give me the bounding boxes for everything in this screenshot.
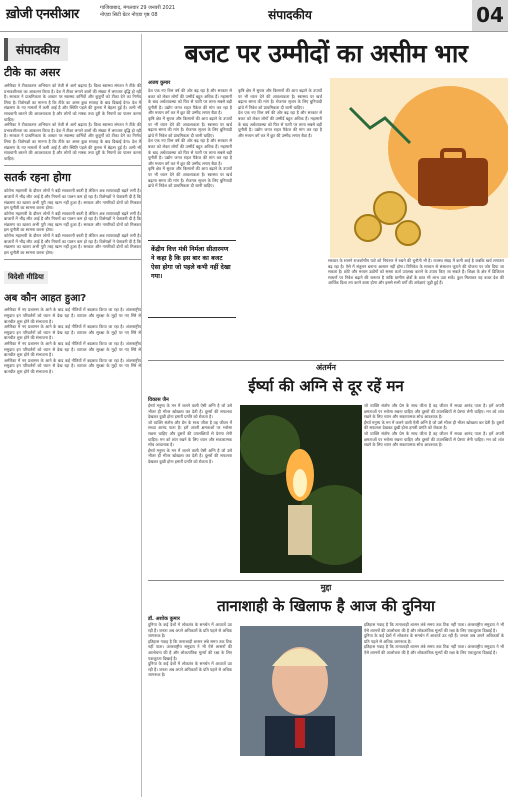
section-band-mudda: मुद्दा <box>148 580 504 594</box>
article2-text: कोरोना महामारी के दौरान लोगों ने बड़ी सावधानी बरती है लेकिन अब लापरवाही बढ़ने लगी है। बाजारों में भीड़ लौट आई है और नियमों का पालन कम हो रहा है। विशेषज्ञों ने चेतावनी दी है कि संक्रमण का खतरा अभी पूरी तरह खत्म नहीं हुआ है। सरकार और नागरिकों दोनों को मिलकर इस चुनौती का सामना करना होगा। <box>4 188 141 211</box>
article3-text-cont2: अमेरिका में नए प्रशासन के आने के बाद कई नीतियों में बदलाव किया जा रहा है। अंतरराष्ट्रीय समुदाय इन परिवर्तनों को ध्यान से देख रहा है। व्यापार और सुरक्षा के मुद्दों पर नए सिरे से बातचीत शुरू होने की संभावना है। <box>4 341 141 358</box>
article3-text-cont3: अमेरिका में नए प्रशासन के आने के बाद कई नीतियों में बदलाव किया जा रहा है। अंतरराष्ट्रीय समुदाय इन परिवर्तनों को ध्यान से देख रहा है। व्यापार और सुरक्षा के मुद्दों पर नए सिरे से बातचीत शुरू होने की संभावना है। <box>4 357 141 374</box>
article3-col-1: दुनिया के कई देशों में लोकतंत्र के समर्थन में आवाजें उठ रही हैं। जनता अब अपने अधिकारों के प्रति पहले से अधिक जागरूक है। इतिहास गवाह है कि तानाशाही शासन लंबे समय तक टिक नहीं पाता। अंतरराष्ट्रीय समुदाय ने भी ऐसे शासनों की आलोचना की है और लोकतांत्रिक मूल्यों की रक्षा के लिए एकजुटता दिखाई है। दुनिया के कई देशों में लोकतंत्र के समर्थन में आवाजें उठ रही हैं। जनता अब अपने अधिकारों के प्रति पहले से अधिक जागरूक है। <box>148 622 232 678</box>
left-column <box>4 34 142 797</box>
article2-byline: विकास जैन <box>148 397 169 403</box>
article3-text-cont: अमेरिका में नए प्रशासन के आने के बाद कई नीतियों में बदलाव किया जा रहा है। अंतरराष्ट्रीय समुदाय इन परिवर्तनों को ध्यान से देख रहा है। व्यापार और सुरक्षा के मुद्दों पर नए सिरे से बातचीत शुरू होने की संभावना है। <box>4 324 141 341</box>
divider <box>4 259 141 260</box>
main-byline: अजय कुमार <box>148 80 171 86</box>
article3-headline: तानाशाही के खिलाफ है आज की दुनिया <box>217 597 435 615</box>
main-col-3: सरकार के सामने राजकोषीय घाटे को नियंत्रण में रखने की चुनौती भी है। राजस्व संग्रह में कमी आई है जबकि खर्च लगातार बढ़ रहा है। ऐसे में संतुलन बनाना आसान नहीं होगा। विनिवेश के माध्यम से संसाधन जुटाने की योजना पर जोर दिया जा सकता है। छोटे और मध्यम उद्योगों को सस्ता कर्ज उपलब्ध कराने के उपाय किए जा सकते हैं। शिक्षा के क्षेत्र में डिजिटल साधनों पर निवेश बढ़ाने की जरूरत है ताकि ग्रामीण क्षेत्रों के छात्र भी लाभ उठा सकें। कुल मिलाकर यह बजट देश की आर्थिक दिशा तय करने वाला होगा और इससे सभी वर्गों की अपेक्षाएं जुड़ी हुई हैं। <box>328 258 504 286</box>
pull-quote: केंद्रीय वित्त मंत्री निर्मला सीतारमण ने कहा है कि इस बार का बजट ऐसा होगा जो पहले कभी नहीं देखा गया। <box>148 240 236 318</box>
article3-byline: डॉ. अशोक कुमार <box>148 616 180 622</box>
candle-photo <box>240 405 362 573</box>
article3-col-3: इतिहास गवाह है कि तानाशाही शासन लंबे समय तक टिक नहीं पाता। अंतरराष्ट्रीय समुदाय ने भी ऐसे शासनों की आलोचना की है और लोकतांत्रिक मूल्यों की रक्षा के लिए एकजुटता दिखाई है। दुनिया के कई देशों में लोकतंत्र के समर्थन में आवाजें उठ रही हैं। जनता अब अपने अधिकारों के प्रति पहले से अधिक जागरूक है। इतिहास गवाह है कि तानाशाही शासन लंबे समय तक टिक नहीं पाता। अंतरराष्ट्रीय समुदाय ने भी ऐसे शासनों की आलोचना की है और लोकतांत्रिक मूल्यों की रक्षा के लिए एकजुटता दिखाई है। <box>364 622 504 655</box>
newspaper-logo: ख़ोजी एनसीआर <box>6 7 79 22</box>
article2-text-cont2: कोरोना महामारी के दौरान लोगों ने बड़ी सावधानी बरती है लेकिन अब लापरवाही बढ़ने लगी है। बाजारों में भीड़ लौट आई है और नियमों का पालन कम हो रहा है। विशेषज्ञों ने चेतावनी दी है कि संक्रमण का खतरा अभी पूरी तरह खत्म नहीं हुआ है। सरकार और नागरिकों दोनों को मिलकर इस चुनौती का सामना करना होगा। <box>4 233 141 255</box>
masthead <box>0 0 508 32</box>
article3-title: अब कौन आहत हुआ? <box>4 293 87 305</box>
foreign-media-label: विदेशी मीडिया <box>4 271 48 284</box>
main-headline: बजट पर उम्मीदों का असीम भार <box>184 39 468 68</box>
section-title: संपादकीय <box>268 8 312 22</box>
budget-illustration <box>330 78 508 258</box>
article3-text: अमेरिका में नए प्रशासन के आने के बाद कई नीतियों में बदलाव किया जा रहा है। अंतरराष्ट्रीय समुदाय इन परिवर्तनों को ध्यान से देख रहा है। व्यापार और सुरक्षा के मुद्दों पर नए सिरे से बातचीत शुरू होने की संभावना है। <box>4 307 141 324</box>
article2-headline: ईर्ष्या की अग्नि से दूर रहें मन <box>248 377 404 395</box>
dateline: गाजियाबाद, मंगलवार 29 जनवरी 2021 नोएडा सिटी ग्रेटर नोएडा पृष्ठ 08 <box>100 5 176 18</box>
leader-photo <box>240 626 362 756</box>
main-col-2: कृषि क्षेत्र में सुधार और किसानों की आय बढ़ाने के उपायों पर भी ध्यान देने की आवश्यकता है। स्वास्थ्य पर खर्च बढ़ाना समय की मांग है। रोजगार सृजन के लिए बुनियादी ढांचे में निवेश को प्राथमिकता दी जानी चाहिए। देश एक नए वित्त वर्ष की ओर बढ़ रहा है और सरकार से बजट को लेकर लोगों की उम्मीदें बहुत अधिक हैं। महामारी के बाद अर्थव्यवस्था को फिर से पटरी पर लाना सबसे बड़ी चुनौती है। उद्योग जगत राहत पैकेज की मांग कर रहा है और मध्यम वर्ग कर में छूट की उम्मीद लगाए बैठा है। <box>238 88 322 138</box>
divider <box>4 165 141 166</box>
article2-title: सतर्क रहना होगा <box>4 171 71 185</box>
article1-text-cont: अमेरिका ने टीकाकरण अभियान को तेजी से आगे बढ़ाया है। विश्व स्वास्थ्य संगठन ने टीके की प्रभावशीलता का आकलन किया है। देश में टीका लगाने वालों की संख्या में लगातार वृद्धि हो रही है। सरकार ने प्राथमिकता के आधार पर स्वास्थ्य कर्मियों और बुजुर्गों को टीका देने का निर्णय लिया है। विशेषज्ञों का मानना है कि टीके का असर कुछ सप्ताह के बाद दिखाई देगा। देश में संक्रमण के नए मामलों में कमी आई है और स्थिति पहले की तुलना में बेहतर हुई है। अभी भी सावधानी बरतने की आवश्यकता है और लोगों को मास्क तथा दूरी के नियमों का पालन करना चाहिए। <box>4 122 141 161</box>
page-number: 04 <box>472 0 508 31</box>
article1-text: अमेरिका ने टीकाकरण अभियान को तेजी से आगे बढ़ाया है। विश्व स्वास्थ्य संगठन ने टीके की प्रभावशीलता का आकलन किया है। देश में टीका लगाने वालों की संख्या में लगातार वृद्धि हो रही है। सरकार ने प्राथमिकता के आधार पर स्वास्थ्य कर्मियों और बुजुर्गों को टीका देने का निर्णय लिया है। विशेषज्ञों का मानना है कि टीके का असर कुछ सप्ताह के बाद दिखाई देगा। देश में संक्रमण के नए मामलों में कमी आई है और स्थिति पहले की तुलना में बेहतर हुई है। अभी भी सावधानी बरतने की आवश्यकता है और लोगों को मास्क तथा दूरी के नियमों का पालन करना चाहिए। <box>4 83 141 122</box>
article2-col-3: जो व्यक्ति संतोष और प्रेम के साथ जीता है वह जीवन में सच्चा आनंद पाता है। हमें अपनी क्षमताओं पर भरोसा रखना चाहिए और दूसरों की उपलब्धियों से प्रेरणा लेनी चाहिए। मन को शांत रखने के लिए ध्यान और सकारात्मक सोच आवश्यक है। ईर्ष्या मनुष्य के मन में जलने वाली ऐसी अग्नि है जो उसे भीतर ही भीतर खोखला कर देती है। दूसरों की सफलता देखकर दुखी होना हमारी प्रगति को रोकता है। जो व्यक्ति संतोष और प्रेम के साथ जीता है वह जीवन में सच्चा आनंद पाता है। हमें अपनी क्षमताओं पर भरोसा रखना चाहिए और दूसरों की उपलब्धियों से प्रेरणा लेनी चाहिए। मन को शांत रखने के लिए ध्यान और सकारात्मक सोच आवश्यक है। <box>364 403 504 448</box>
article2-text-cont: कोरोना महामारी के दौरान लोगों ने बड़ी सावधानी बरती है लेकिन अब लापरवाही बढ़ने लगी है। बाजारों में भीड़ लौट आई है और नियमों का पालन कम हो रहा है। विशेषज्ञों ने चेतावनी दी है कि संक्रमण का खतरा अभी पूरी तरह खत्म नहीं हुआ है। सरकार और नागरिकों दोनों को मिलकर इस चुनौती का सामना करना होगा। <box>4 210 141 233</box>
article1-title: टीके का असर <box>4 66 61 79</box>
main-col-1: देश एक नए वित्त वर्ष की ओर बढ़ रहा है और सरकार से बजट को लेकर लोगों की उम्मीदें बहुत अधिक हैं। महामारी के बाद अर्थव्यवस्था को फिर से पटरी पर लाना सबसे बड़ी चुनौती है। उद्योग जगत राहत पैकेज की मांग कर रहा है और मध्यम वर्ग कर में छूट की उम्मीद लगाए बैठा है। कृषि क्षेत्र में सुधार और किसानों की आय बढ़ाने के उपायों पर भी ध्यान देने की आवश्यकता है। स्वास्थ्य पर खर्च बढ़ाना समय की मांग है। रोजगार सृजन के लिए बुनियादी ढांचे में निवेश को प्राथमिकता दी जानी चाहिए। देश एक नए वित्त वर्ष की ओर बढ़ रहा है और सरकार से बजट को लेकर लोगों की उम्मीदें बहुत अधिक हैं। महामारी के बाद अर्थव्यवस्था को फिर से पटरी पर लाना सबसे बड़ी चुनौती है। उद्योग जगत राहत पैकेज की मांग कर रहा है और मध्यम वर्ग कर में छूट की उम्मीद लगाए बैठा है। कृषि क्षेत्र में सुधार और किसानों की आय बढ़ाने के उपायों पर भी ध्यान देने की आवश्यकता है। स्वास्थ्य पर खर्च बढ़ाना समय की मांग है। रोजगार सृजन के लिए बुनियादी ढांचे में निवेश को प्राथमिकता दी जानी चाहिए। <box>148 88 232 189</box>
section-band-antarman: अंतर्मन <box>148 360 504 374</box>
section-tag: संपादकीय <box>4 38 68 61</box>
article2-col-1: ईर्ष्या मनुष्य के मन में जलने वाली ऐसी अग्नि है जो उसे भीतर ही भीतर खोखला कर देती है। दूसरों की सफलता देखकर दुखी होना हमारी प्रगति को रोकता है। जो व्यक्ति संतोष और प्रेम के साथ जीता है वह जीवन में सच्चा आनंद पाता है। हमें अपनी क्षमताओं पर भरोसा रखना चाहिए और दूसरों की उपलब्धियों से प्रेरणा लेनी चाहिए। मन को शांत रखने के लिए ध्यान और सकारात्मक सोच आवश्यक है। ईर्ष्या मनुष्य के मन में जलने वाली ऐसी अग्नि है जो उसे भीतर ही भीतर खोखला कर देती है। दूसरों की सफलता देखकर दुखी होना हमारी प्रगति को रोकता है। <box>148 403 232 464</box>
